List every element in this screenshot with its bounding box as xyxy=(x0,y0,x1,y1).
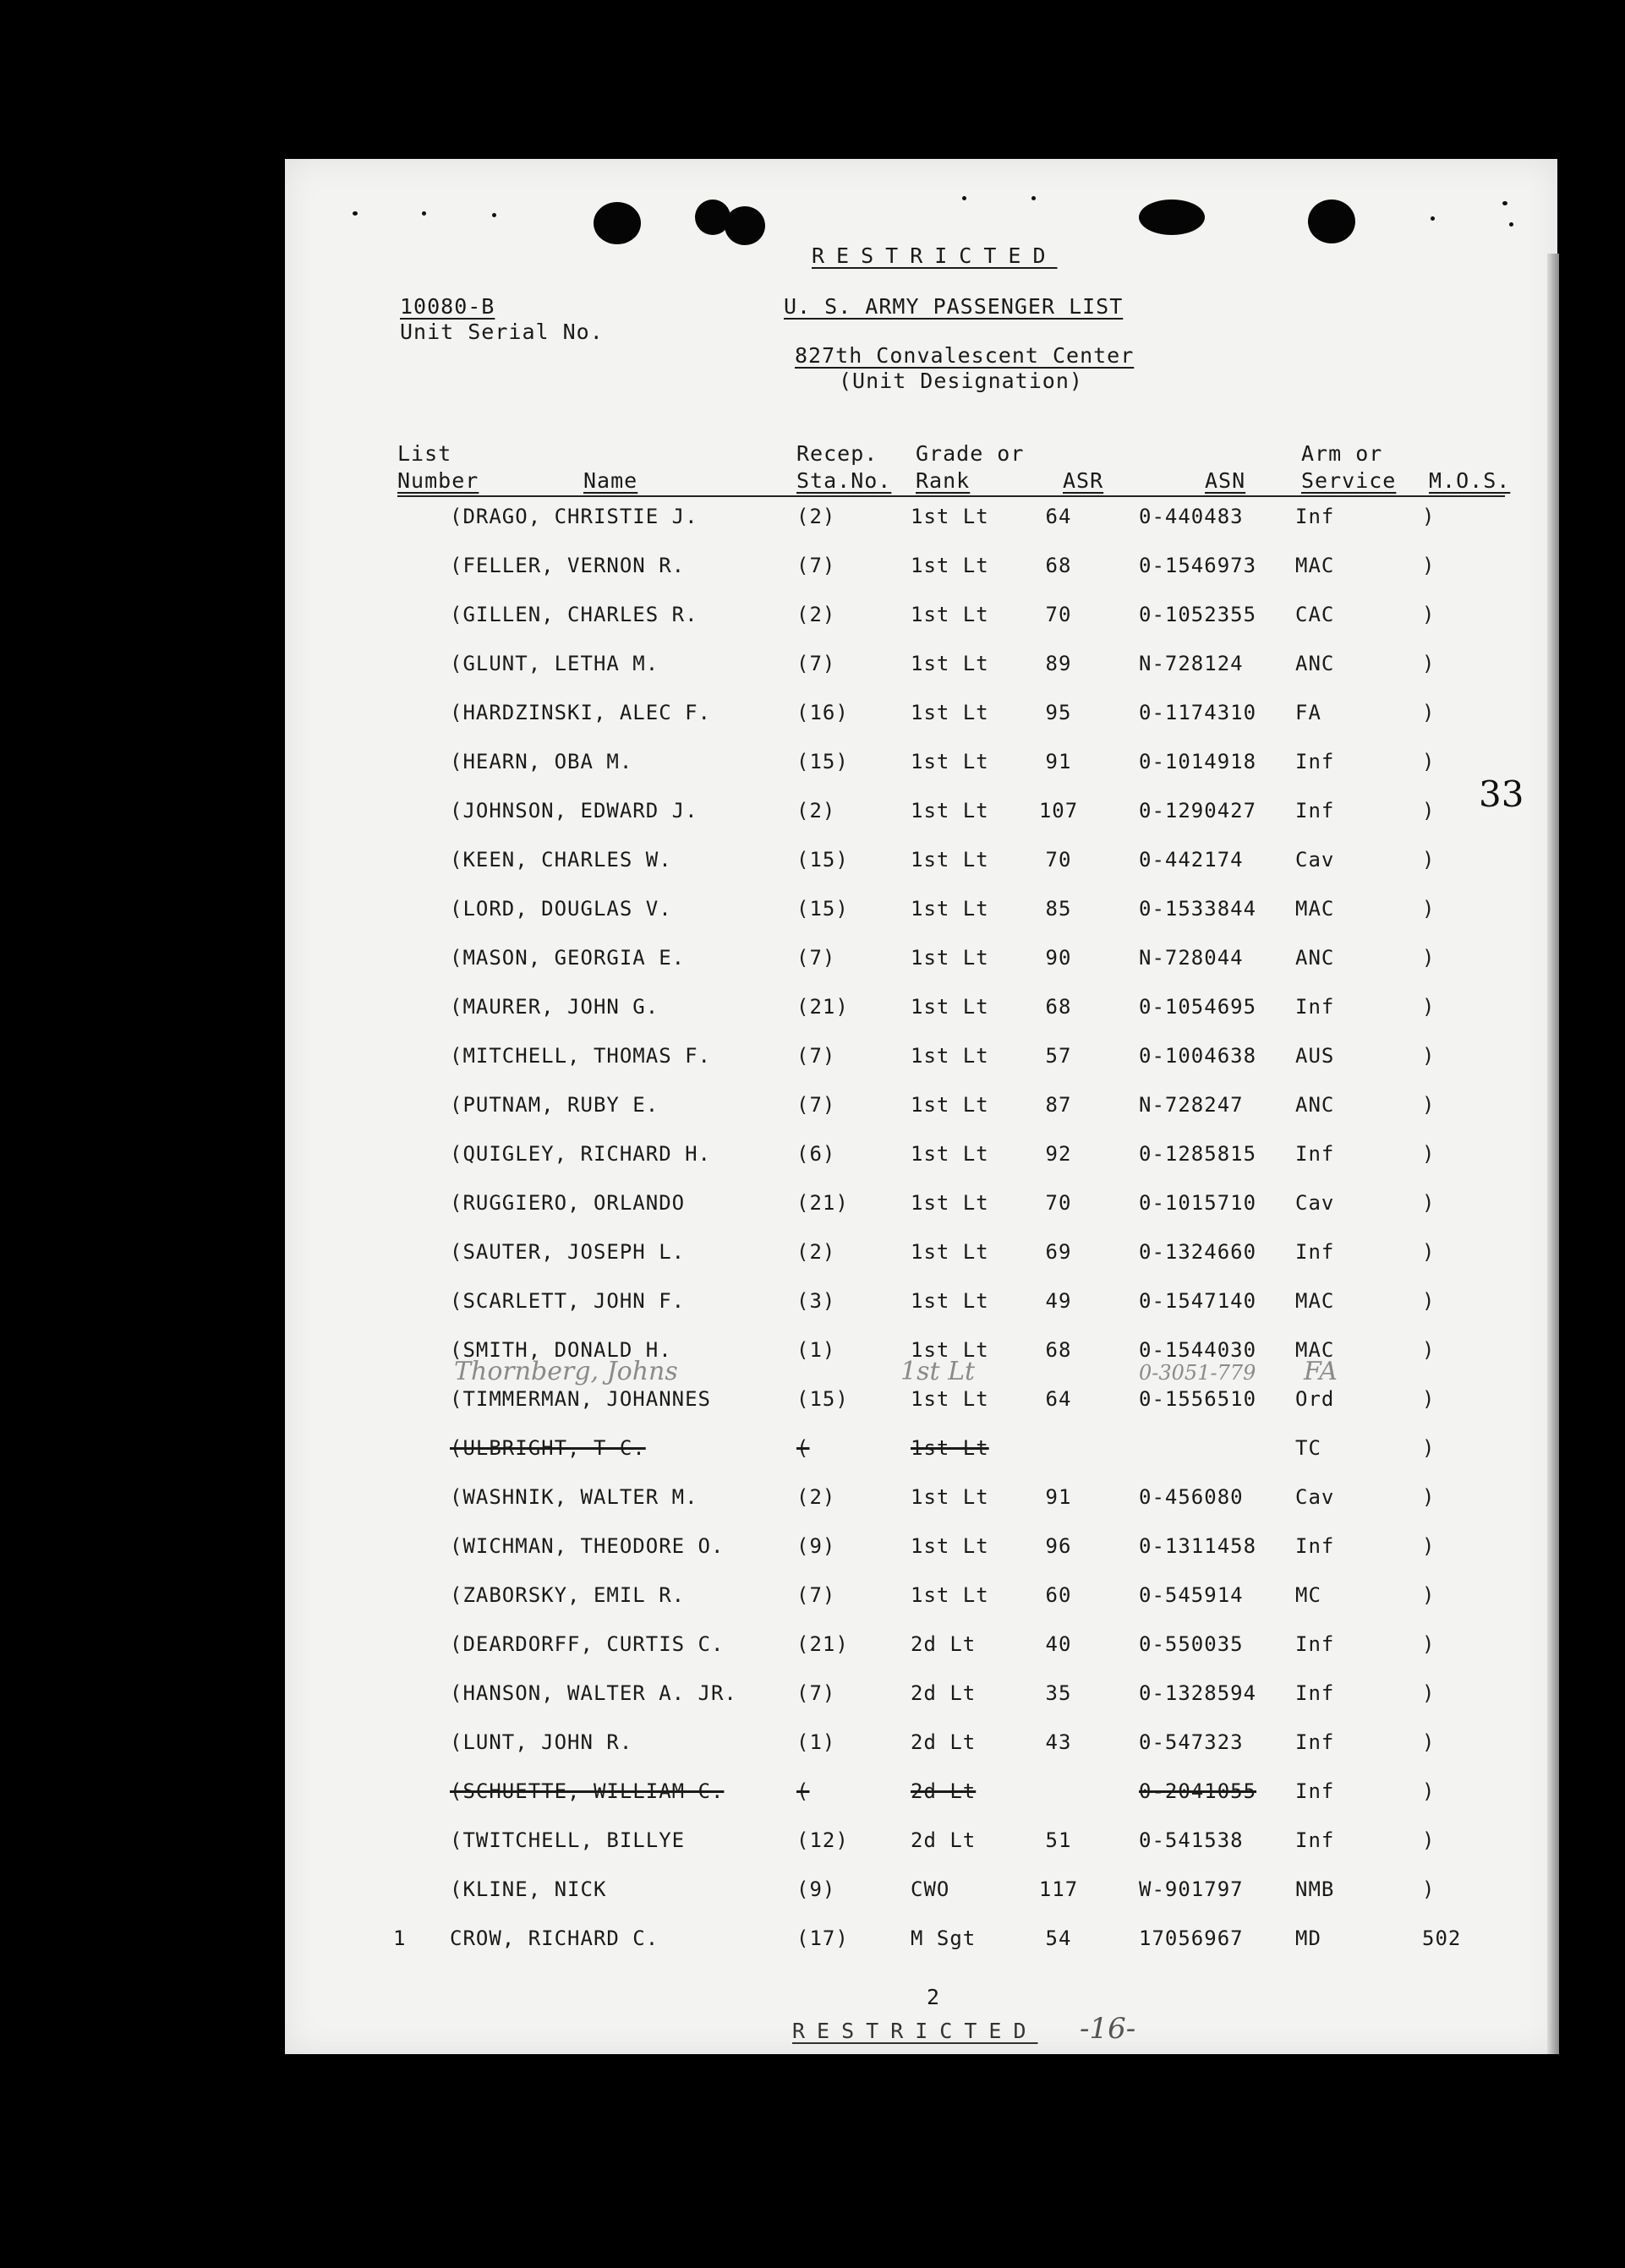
name-cell: (SAUTER, JOSEPH L. xyxy=(450,1240,686,1264)
asn-cell: 0-1004638 xyxy=(1139,1044,1257,1068)
mos-cell: ) xyxy=(1422,1044,1436,1068)
asn-cell: 0-1546973 xyxy=(1139,554,1257,577)
classification-header: RESTRICTED xyxy=(812,243,1058,268)
arm-service-cell: Cav xyxy=(1295,1485,1335,1509)
paper-speck xyxy=(422,211,426,216)
recep-station-cell: (21) xyxy=(796,1191,849,1215)
col-header-text: Arm or xyxy=(1301,441,1383,466)
asr-cell: 40 xyxy=(1045,1632,1072,1656)
arm-service-cell: MAC xyxy=(1295,1338,1335,1362)
header-rule xyxy=(397,495,1505,497)
asn-cell: 0-547323 xyxy=(1139,1730,1244,1754)
recep-station-cell: (6) xyxy=(796,1142,836,1166)
grade-cell: 1st Lt xyxy=(911,1338,989,1362)
asr-cell: 35 xyxy=(1045,1681,1072,1705)
mos-cell: ) xyxy=(1422,1632,1436,1656)
arm-service-cell: MC xyxy=(1295,1583,1321,1607)
document-title: U. S. ARMY PASSENGER LIST xyxy=(784,294,1124,319)
recep-station-cell: (1) xyxy=(796,1338,836,1362)
unit-designation: 827th Convalescent Center xyxy=(795,343,1135,368)
name-cell: (ULBRIGHT, T C. xyxy=(450,1436,646,1460)
recep-station-cell: (2) xyxy=(796,799,836,822)
name-cell: (QUIGLEY, RICHARD H. xyxy=(450,1142,711,1166)
mos-cell: ) xyxy=(1422,554,1436,577)
col-header-recep xyxy=(796,440,891,495)
name-cell: (HANSON, WALTER A. JR. xyxy=(450,1681,737,1705)
grade-cell: 2d Lt xyxy=(911,1681,977,1705)
unit-designation-label: (Unit Designation) xyxy=(839,369,1083,393)
table-row xyxy=(285,1676,1557,1710)
asr-cell: 95 xyxy=(1045,701,1072,724)
grade-cell: 1st Lt xyxy=(911,946,989,970)
asn-cell: 0-1015710 xyxy=(1139,1191,1257,1215)
asr-cell: 107 xyxy=(1038,799,1079,822)
name-cell: (FELLER, VERNON R. xyxy=(450,554,686,577)
arm-service-cell: Inf xyxy=(1295,1632,1335,1656)
paper-speck xyxy=(962,196,966,200)
mos-cell: ) xyxy=(1422,603,1436,626)
grade-cell: 2d Lt xyxy=(911,1632,977,1656)
mos-cell: ) xyxy=(1422,1191,1436,1215)
mos-cell: ) xyxy=(1422,946,1436,970)
asr-cell: 117 xyxy=(1038,1877,1079,1901)
document-page xyxy=(285,159,1557,2054)
col-header-text: Rank xyxy=(916,468,971,493)
asr-cell: 54 xyxy=(1045,1926,1072,1950)
grade-cell: 1st Lt xyxy=(911,1240,989,1264)
asr-cell: 70 xyxy=(1045,1191,1072,1215)
asr-cell: 85 xyxy=(1045,897,1072,921)
recep-station-cell: (1) xyxy=(796,1730,836,1754)
recep-station-cell: (7) xyxy=(796,554,836,577)
grade-cell: M Sgt xyxy=(911,1926,977,1950)
asn-cell: 0-456080 xyxy=(1139,1485,1244,1509)
mos-cell: ) xyxy=(1422,1142,1436,1166)
grade-cell: 1st Lt xyxy=(911,799,989,822)
table-row xyxy=(285,549,1557,582)
grade-cell: CWO xyxy=(911,1877,950,1901)
table-row xyxy=(285,1725,1557,1759)
punch-hole xyxy=(594,202,641,244)
name-cell: (DRAGO, CHRISTIE J. xyxy=(450,505,698,528)
grade-cell: 1st Lt xyxy=(911,603,989,626)
recep-station-cell: (21) xyxy=(796,1632,849,1656)
col-header-text: Number xyxy=(397,468,479,493)
asn-cell: 0-1547140 xyxy=(1139,1289,1257,1313)
arm-service-cell: Inf xyxy=(1295,995,1335,1019)
asr-cell: 49 xyxy=(1045,1289,1072,1313)
asr-cell: 92 xyxy=(1045,1142,1072,1166)
grade-cell: 1st Lt xyxy=(911,1534,989,1558)
arm-service-cell: MAC xyxy=(1295,897,1335,921)
asn-cell: 0-2041055 xyxy=(1139,1779,1257,1803)
arm-service-cell: AUS xyxy=(1295,1044,1335,1068)
mos-cell: ) xyxy=(1422,1289,1436,1313)
mos-cell: 502 xyxy=(1422,1926,1462,1950)
arm-service-cell: Inf xyxy=(1295,1828,1335,1852)
table-row xyxy=(285,1872,1557,1906)
table-row xyxy=(285,598,1557,631)
mos-cell: ) xyxy=(1422,652,1436,675)
asn-cell: 0-1054695 xyxy=(1139,995,1257,1019)
recep-station-cell: (15) xyxy=(796,1387,849,1411)
col-header-arm xyxy=(1301,440,1396,495)
grade-cell: 1st Lt xyxy=(911,897,989,921)
table-row xyxy=(285,1480,1557,1514)
arm-service-cell: Inf xyxy=(1295,750,1335,773)
name-cell: (PUTNAM, RUBY E. xyxy=(450,1093,659,1117)
asn-cell: 0-1324660 xyxy=(1139,1240,1257,1264)
table-row xyxy=(285,1431,1557,1465)
punch-hole xyxy=(725,206,765,245)
asn-cell: 0-1290427 xyxy=(1139,799,1257,822)
recep-station-cell: (17) xyxy=(796,1926,849,1950)
asr-cell: 51 xyxy=(1045,1828,1072,1852)
name-cell: (WASHNIK, WALTER M. xyxy=(450,1485,698,1509)
name-cell: (TIMMERMAN, JOHANNES xyxy=(450,1387,711,1411)
asn-cell: 0-440483 xyxy=(1139,505,1244,528)
name-cell: (HEARN, OBA M. xyxy=(450,750,633,773)
handwritten-insert-name: Thornberg, Johns xyxy=(454,1357,678,1386)
arm-service-cell: CAC xyxy=(1295,603,1335,626)
recep-station-cell: (7) xyxy=(796,946,836,970)
recep-station-cell: (15) xyxy=(796,848,849,872)
recep-station-cell: (9) xyxy=(796,1534,836,1558)
col-header-text: List xyxy=(397,441,452,466)
grade-cell: 1st Lt xyxy=(911,848,989,872)
table-row xyxy=(285,1186,1557,1220)
mos-cell: ) xyxy=(1422,1828,1436,1852)
mos-cell: ) xyxy=(1422,1436,1436,1460)
grade-cell: 1st Lt xyxy=(911,1142,989,1166)
paper-speck xyxy=(1431,216,1435,221)
mos-cell: ) xyxy=(1422,505,1436,528)
asn-cell: N-728247 xyxy=(1139,1093,1244,1117)
arm-service-cell: NMB xyxy=(1295,1877,1335,1901)
grade-cell: 1st Lt xyxy=(911,701,989,724)
table-row xyxy=(285,1235,1557,1269)
name-cell: (LUNT, JOHN R. xyxy=(450,1730,633,1754)
name-cell: (SCARLETT, JOHN F. xyxy=(450,1289,686,1313)
asn-cell: 0-442174 xyxy=(1139,848,1244,872)
arm-service-cell: Inf xyxy=(1295,505,1335,528)
grade-cell: 1st Lt xyxy=(911,1485,989,1509)
grade-cell: 1st Lt xyxy=(911,652,989,675)
recep-station-cell: (7) xyxy=(796,1093,836,1117)
serial-label: Unit Serial No. xyxy=(400,320,604,344)
asn-cell: N-728124 xyxy=(1139,652,1244,675)
recep-station-cell: (3) xyxy=(796,1289,836,1313)
mos-cell: ) xyxy=(1422,848,1436,872)
table-row xyxy=(285,1921,1557,1955)
asr-cell: 89 xyxy=(1045,652,1072,675)
arm-service-cell: ANC xyxy=(1295,1093,1335,1117)
name-cell: (WICHMAN, THEODORE O. xyxy=(450,1534,725,1558)
mos-cell: ) xyxy=(1422,701,1436,724)
asr-cell: 91 xyxy=(1045,1485,1072,1509)
col-header-text: Grade or xyxy=(916,441,1025,466)
paper-speck xyxy=(1509,222,1513,227)
name-cell: (SMITH, DONALD H. xyxy=(450,1338,672,1362)
grade-cell: 1st Lt xyxy=(911,995,989,1019)
grade-cell: 1st Lt xyxy=(911,505,989,528)
table-row xyxy=(285,1284,1557,1318)
col-header-text: Service xyxy=(1301,468,1397,493)
name-cell: (MITCHELL, THOMAS F. xyxy=(450,1044,711,1068)
name-cell: (KLINE, NICK xyxy=(450,1877,607,1901)
table-row xyxy=(285,1088,1557,1122)
asr-cell: 68 xyxy=(1045,995,1072,1019)
asn-cell: N-728044 xyxy=(1139,946,1244,970)
mos-cell: ) xyxy=(1422,1485,1436,1509)
grade-cell: 2d Lt xyxy=(911,1828,977,1852)
col-header-list-number xyxy=(397,440,479,495)
mos-cell: ) xyxy=(1422,1338,1436,1362)
name-cell: (DEARDORFF, CURTIS C. xyxy=(450,1632,725,1656)
mos-cell: ) xyxy=(1422,897,1436,921)
recep-station-cell: (2) xyxy=(796,603,836,626)
grade-cell: 1st Lt xyxy=(911,1191,989,1215)
serial-value: 10080-B xyxy=(400,294,495,319)
table-row xyxy=(285,1382,1557,1416)
arm-service-cell: Inf xyxy=(1295,1730,1335,1754)
paper-edge-shadow xyxy=(1547,254,1559,2054)
arm-service-cell: Inf xyxy=(1295,1534,1335,1558)
table-row xyxy=(285,1137,1557,1171)
table-row xyxy=(285,1774,1557,1808)
arm-service-cell: Inf xyxy=(1295,799,1335,822)
handwritten-insert-arm: FA xyxy=(1304,1357,1338,1386)
table-row xyxy=(285,1529,1557,1563)
grade-cell: 2d Lt xyxy=(911,1730,977,1754)
asn-cell: W-901797 xyxy=(1139,1877,1244,1901)
mos-cell: ) xyxy=(1422,1387,1436,1411)
grade-cell: 1st Lt xyxy=(911,1289,989,1313)
arm-service-cell: MAC xyxy=(1295,554,1335,577)
name-cell: (GILLEN, CHARLES R. xyxy=(450,603,698,626)
grade-cell: 1st Lt xyxy=(911,1436,989,1460)
mos-cell: ) xyxy=(1422,1779,1436,1803)
recep-station-cell: (7) xyxy=(796,1681,836,1705)
asr-cell: 91 xyxy=(1045,750,1072,773)
list-number-cell: 1 xyxy=(393,1926,407,1950)
asn-cell: 0-550035 xyxy=(1139,1632,1244,1656)
asr-cell: 68 xyxy=(1045,554,1072,577)
recep-station-cell: (2) xyxy=(796,1485,836,1509)
arm-service-cell: MAC xyxy=(1295,1289,1335,1313)
col-header-grade xyxy=(916,440,1024,495)
table-row xyxy=(285,500,1557,533)
punch-hole xyxy=(1139,199,1205,235)
asn-cell: 0-1014918 xyxy=(1139,750,1257,773)
name-cell: CROW, RICHARD C. xyxy=(450,1926,659,1950)
recep-station-cell: (2) xyxy=(796,1240,836,1264)
asr-cell: 68 xyxy=(1045,1338,1072,1362)
mos-cell: ) xyxy=(1422,1730,1436,1754)
asr-cell: 90 xyxy=(1045,946,1072,970)
grade-cell: 1st Lt xyxy=(911,750,989,773)
col-header-asn: ASN xyxy=(1205,468,1246,493)
classification-footer: RESTRICTED xyxy=(792,2019,1038,2043)
recep-station-cell: ( xyxy=(796,1779,810,1803)
arm-service-cell: TC xyxy=(1295,1436,1321,1460)
punch-hole xyxy=(1308,199,1355,243)
grade-cell: 2d Lt xyxy=(911,1779,977,1803)
mos-cell: ) xyxy=(1422,1240,1436,1264)
asr-cell: 64 xyxy=(1045,505,1072,528)
name-cell: (KEEN, CHARLES W. xyxy=(450,848,672,872)
col-header-text: Sta.No. xyxy=(796,468,892,493)
arm-service-cell: Cav xyxy=(1295,1191,1335,1215)
grade-cell: 1st Lt xyxy=(911,1044,989,1068)
handwritten-insert-asn: 0-3051-779 xyxy=(1139,1361,1256,1385)
arm-service-cell: MD xyxy=(1295,1926,1321,1950)
table-row xyxy=(285,1039,1557,1073)
col-header-name: Name xyxy=(583,468,638,493)
table-row xyxy=(285,794,1557,828)
recep-station-cell: (16) xyxy=(796,701,849,724)
asr-cell: 60 xyxy=(1045,1583,1072,1607)
asr-cell: 64 xyxy=(1045,1387,1072,1411)
paper-speck xyxy=(492,213,496,217)
recep-station-cell: (7) xyxy=(796,1583,836,1607)
arm-service-cell: ANC xyxy=(1295,946,1335,970)
asn-cell: 0-1052355 xyxy=(1139,603,1257,626)
recep-station-cell: (7) xyxy=(796,652,836,675)
name-cell: (SCHUETTE, WILLIAM C. xyxy=(450,1779,725,1803)
arm-service-cell: ANC xyxy=(1295,652,1335,675)
table-row xyxy=(285,843,1557,877)
col-header-text: Recep. xyxy=(796,441,878,466)
handwritten-footer-mark: -16- xyxy=(1080,2012,1136,2046)
asr-cell: 70 xyxy=(1045,848,1072,872)
name-cell: (RUGGIERO, ORLANDO xyxy=(450,1191,686,1215)
arm-service-cell: Inf xyxy=(1295,1779,1335,1803)
col-header-asr: ASR xyxy=(1063,468,1104,493)
asr-cell: 43 xyxy=(1045,1730,1072,1754)
mos-cell: ) xyxy=(1422,750,1436,773)
name-cell: (LORD, DOUGLAS V. xyxy=(450,897,672,921)
asn-cell: 0-545914 xyxy=(1139,1583,1244,1607)
asn-cell: 0-1533844 xyxy=(1139,897,1257,921)
grade-cell: 1st Lt xyxy=(911,554,989,577)
recep-station-cell: (7) xyxy=(796,1044,836,1068)
asn-cell: 0-1311458 xyxy=(1139,1534,1257,1558)
table-row xyxy=(285,1578,1557,1612)
table-row xyxy=(285,647,1557,680)
recep-station-cell: (9) xyxy=(796,1877,836,1901)
mos-cell: ) xyxy=(1422,1583,1436,1607)
grade-cell: 1st Lt xyxy=(911,1387,989,1411)
name-cell: (HARDZINSKI, ALEC F. xyxy=(450,701,711,724)
recep-station-cell: (15) xyxy=(796,897,849,921)
asr-cell: 70 xyxy=(1045,603,1072,626)
table-row xyxy=(285,1823,1557,1857)
mos-cell: ) xyxy=(1422,1534,1436,1558)
paper-speck xyxy=(1502,201,1507,205)
mos-cell: ) xyxy=(1422,995,1436,1019)
name-cell: (MASON, GEORGIA E. xyxy=(450,946,686,970)
asr-cell: 96 xyxy=(1045,1534,1072,1558)
asr-cell: 87 xyxy=(1045,1093,1072,1117)
table-row xyxy=(285,892,1557,926)
recep-station-cell: (2) xyxy=(796,505,836,528)
arm-service-cell: FA xyxy=(1295,701,1321,724)
table-row xyxy=(285,1627,1557,1661)
recep-station-cell: ( xyxy=(796,1436,810,1460)
recep-station-cell: (12) xyxy=(796,1828,849,1852)
table-row xyxy=(285,745,1557,779)
arm-service-cell: Inf xyxy=(1295,1240,1335,1264)
arm-service-cell: Ord xyxy=(1295,1387,1335,1411)
asn-cell: 0-541538 xyxy=(1139,1828,1244,1852)
col-header-mos: M.O.S. xyxy=(1429,468,1511,493)
page-number: 2 xyxy=(927,1985,941,2009)
table-row xyxy=(285,990,1557,1024)
asn-cell: 0-1556510 xyxy=(1139,1387,1257,1411)
mos-cell: ) xyxy=(1422,1093,1436,1117)
margin-number: 33 xyxy=(1479,773,1524,815)
recep-station-cell: (21) xyxy=(796,995,849,1019)
arm-service-cell: Inf xyxy=(1295,1681,1335,1705)
paper-speck xyxy=(353,211,358,216)
paper-speck xyxy=(1031,196,1036,200)
name-cell: (ZABORSKY, EMIL R. xyxy=(450,1583,686,1607)
handwritten-insert-grade: 1st Lt xyxy=(900,1357,976,1386)
asn-cell: 0-1544030 xyxy=(1139,1338,1257,1362)
name-cell: (JOHNSON, EDWARD J. xyxy=(450,799,698,822)
table-row xyxy=(285,696,1557,730)
mos-cell: ) xyxy=(1422,1877,1436,1901)
arm-service-cell: Cav xyxy=(1295,848,1335,872)
mos-cell: ) xyxy=(1422,799,1436,822)
name-cell: (GLUNT, LETHA M. xyxy=(450,652,659,675)
asr-cell: 69 xyxy=(1045,1240,1072,1264)
asn-cell: 0-1328594 xyxy=(1139,1681,1257,1705)
mos-cell: ) xyxy=(1422,1681,1436,1705)
asn-cell: 0-1285815 xyxy=(1139,1142,1257,1166)
arm-service-cell: Inf xyxy=(1295,1142,1335,1166)
grade-cell: 1st Lt xyxy=(911,1093,989,1117)
recep-station-cell: (15) xyxy=(796,750,849,773)
asn-cell: 17056967 xyxy=(1139,1926,1244,1950)
table-row xyxy=(285,941,1557,975)
name-cell: (MAURER, JOHN G. xyxy=(450,995,659,1019)
grade-cell: 1st Lt xyxy=(911,1583,989,1607)
asn-cell: 0-1174310 xyxy=(1139,701,1257,724)
name-cell: (TWITCHELL, BILLYE xyxy=(450,1828,686,1852)
asr-cell: 57 xyxy=(1045,1044,1072,1068)
